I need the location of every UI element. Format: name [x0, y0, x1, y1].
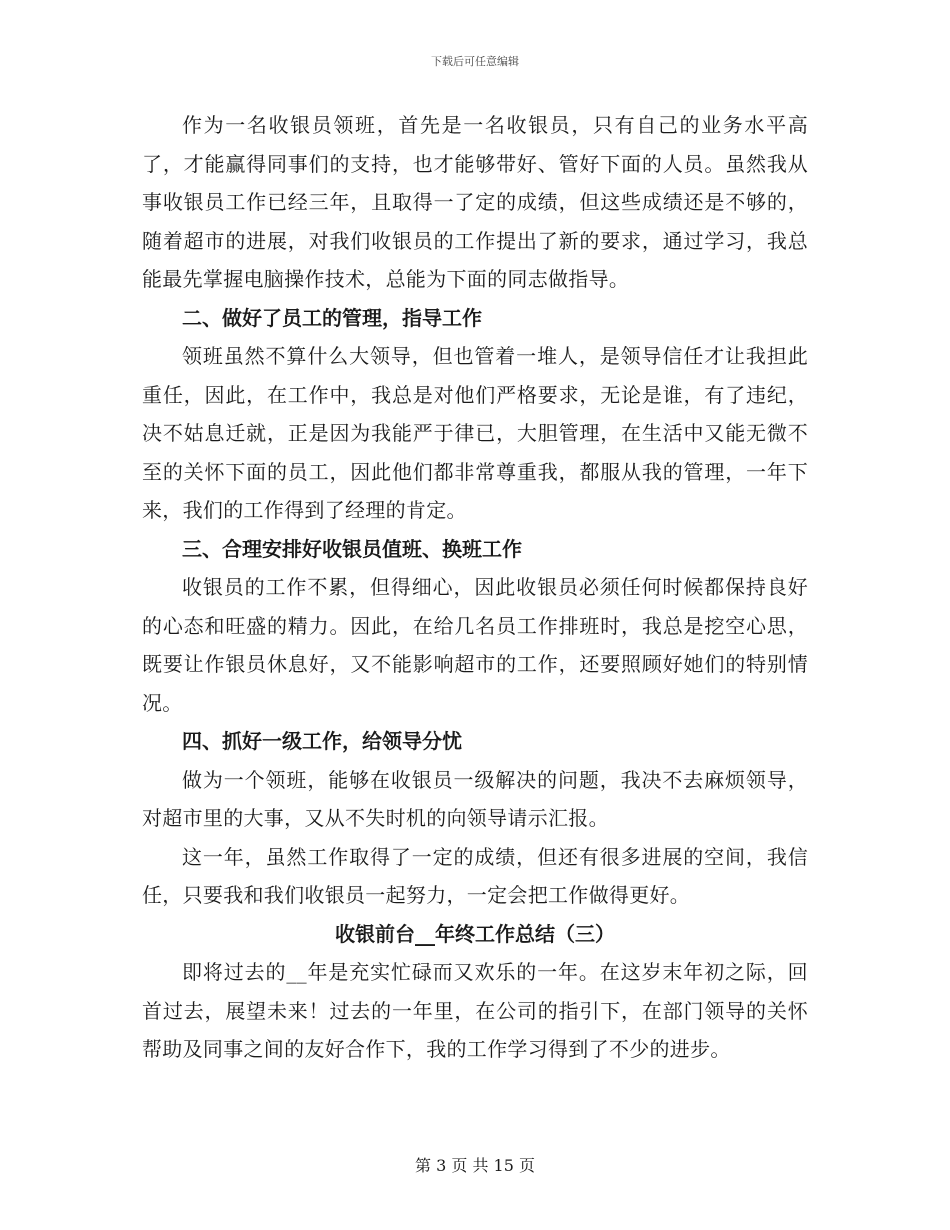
section-title: 收银前台__年终工作总结（三）	[335, 921, 615, 946]
paragraph-6: 即将过去的__年是充实忙碌而又欢乐的一年。在这岁末年初之际，回首过去，展望未来！过去的一年里，在公司的指引下，在部门领导的关怀帮助及同事之间的友好合作下，我的工作学习得到了不少的进步。	[142, 960, 808, 1061]
heading-3: 三、合理安排好收银员值班、换班工作	[182, 536, 522, 561]
heading-4: 四、抓好一级工作，给领导分忧	[182, 729, 462, 753]
paragraph-5: 这一年，虽然工作取得了一定的成绩，但还有很多进展的空间，我信任，只要我和我们收银员一起努力，一定会把工作做得更好。	[142, 844, 808, 907]
paragraph-4: 做为一个领班，能够在收银员一级解决的问题，我决不去麻烦领导，对超市里的大事，又从不失时机的向领导请示汇报。	[142, 767, 808, 830]
page-header-note: 下载后可任意编辑	[431, 55, 519, 68]
paragraph-3: 收银员的工作不累，但得细心，因此收银员必须任何时候都保持良好的心态和旺盛的精力。因此，在给几名员工作排班时，我总是挖空心思，既要让作银员休息好，又不能影响超市的工作，还要照顾好她们的特别情况。	[142, 575, 808, 715]
document-body	[142, 106, 808, 1069]
paragraph-2: 领班虽然不算什么大领导，但也管着一堆人，是领导信任才让我担此重任，因此，在工作中，我总是对他们严格要求，无论是谁，有了违纪，决不姑息迁就，正是因为我能严于律已，大胆管理，在生活中又能无微不至的关怀下面的员工，因此他们都非常尊重我，都服从我的管理，一年下来，我们的工作得到了经理的肯定。	[142, 344, 808, 522]
paragraph-1: 作为一名收银员领班，首先是一名收银员，只有自己的业务水平高了，才能赢得同事们的支持，也才能够带好、管好下面的人员。虽然我从事收银员工作已经三年，且取得一了定的成绩，但这些成绩还是不够的，随着超市的进展，对我们收银员的工作提出了新的要求，通过学习，我总能最先掌握电脑操作技术，总能为下面的同志做指导。	[142, 113, 808, 291]
page-number: 第 3 页 共 15 页	[415, 1156, 535, 1175]
heading-2: 二、做好了员工的管理，指导工作	[182, 305, 482, 330]
